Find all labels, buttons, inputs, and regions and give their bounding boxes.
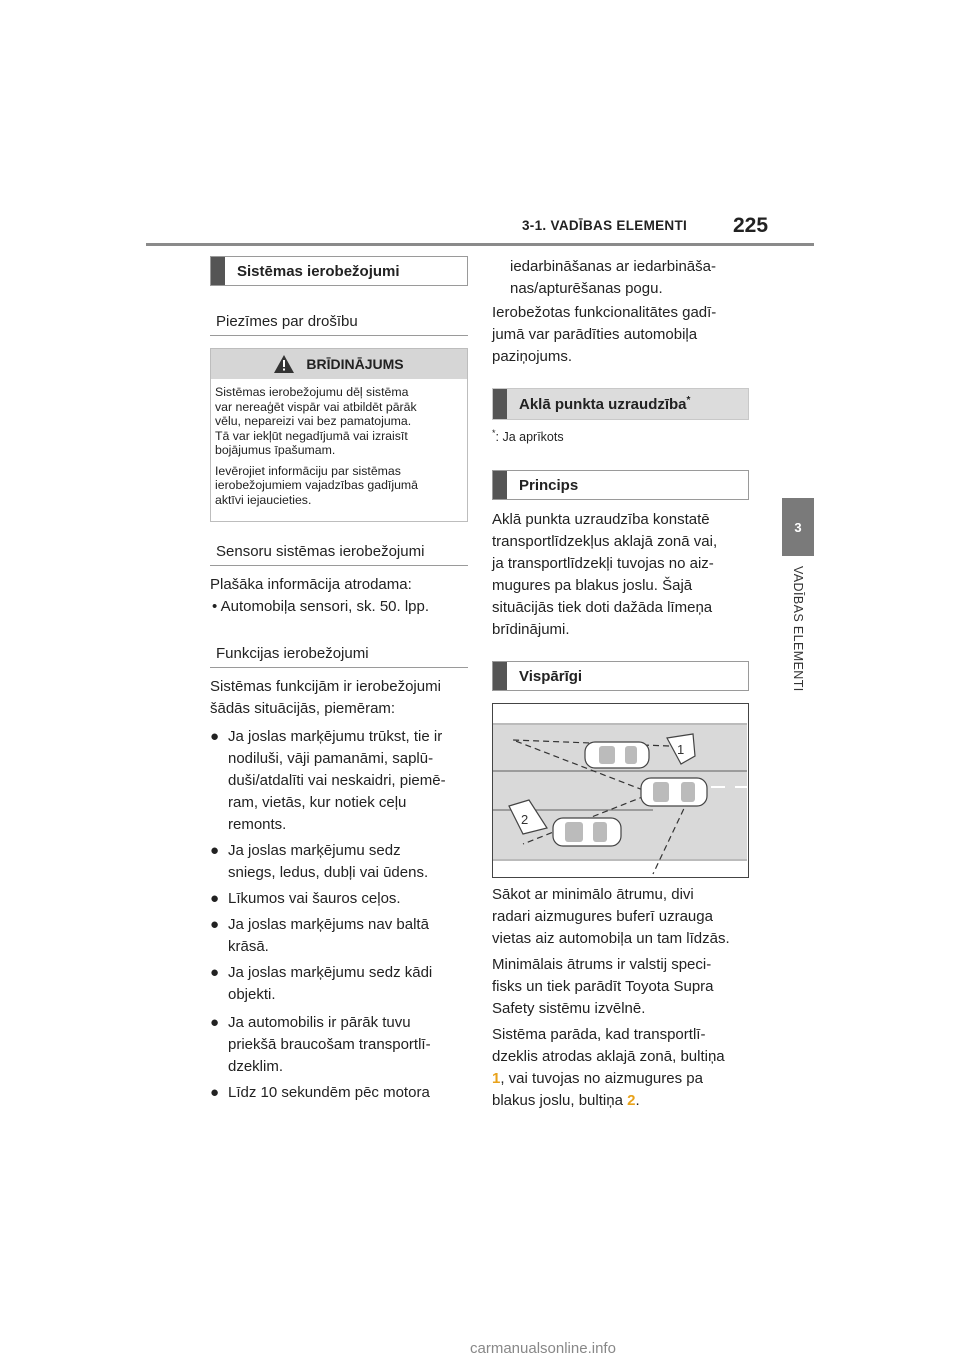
list-item: ● Ja joslas marķējumu trūkst, tie ir nodiluši, vāji pamanāmi, saplū- duši/atdalīti vai neskaidri, piemē- ram, vietās, kur notiek ceļu remonts. — [210, 728, 446, 833]
watermark: carmanualsonline.info — [470, 1340, 616, 1357]
chapter-tab-number: 3 — [782, 498, 814, 556]
arrow-1-ref: 1 — [492, 1070, 501, 1087]
svg-text:2: 2 — [521, 812, 529, 827]
function-limits-heading: Funkcijas ierobežojumi — [210, 638, 468, 668]
list-item: ● Ja joslas marķējumu sedz sniegs, ledus, dubļi vai ūdens. — [210, 842, 429, 881]
road-diagram — [493, 704, 747, 876]
warning-icon — [274, 355, 294, 373]
page-number: 225 — [733, 214, 769, 237]
list-item: ● Ja automobilis ir pārāk tuvu priekšā braucošam transportlī- dzeklim. — [210, 1014, 431, 1075]
speed-text: Sākot ar minimālo ātrumu, divi radari aizmugures buferī uzrauga vietas aiz automobiļa un tam līdzās. — [492, 886, 730, 947]
warning-header: BRĪDINĀJUMS — [211, 349, 467, 379]
principle-heading: Princips — [492, 470, 749, 500]
warning-box — [210, 348, 468, 522]
footnote: *: Ja aprīkots — [492, 428, 564, 445]
continued-text: iedarbināšanas ar iedarbināša- nas/apturēšanas pogu. — [510, 258, 716, 297]
arrow-2-ref: 2 — [627, 1092, 636, 1109]
general-heading: Vispārīgi — [492, 661, 749, 691]
sensor-limits-heading: Sensoru sistēmas ierobežojumi — [210, 536, 468, 566]
list-item: ● Līdz 10 sekundēm pēc motora — [210, 1084, 430, 1101]
heading-bar — [493, 471, 507, 499]
car-icon — [585, 742, 649, 768]
safety-notes-heading: Piezīmes par drošību — [210, 306, 468, 336]
list-item: ● Ja joslas marķējumu sedz kādi objekti. — [210, 964, 433, 1003]
chapter-tab-label: VADĪBAS ELEMENTI — [791, 566, 805, 692]
principle-text: Aklā punkta uzraudzība konstatē transportlīdzekļus aklajā zonā vai, ja transportlīdzekļi tuvojas no aiz- mugures pa blakus joslu. Šajā situācijās tiek doti dažāda līmeņa brīdinājumi. — [492, 511, 718, 638]
section-title: 3-1. VADĪBAS ELEMENTI — [522, 218, 688, 233]
system-text: Sistēma parāda, kad transportlī- dzeklis atrodas aklajā zonā, bultiņa 1, vai tuvojas no aizmugures pa blakus joslu, bultiņa 2. — [492, 1026, 725, 1109]
list-item: ● Līkumos vai šauros ceļos. — [210, 890, 401, 907]
limited-function-text: Ierobežotas funkcionalitātes gadī- jumā var parādīties automobiļa paziņojums. — [492, 304, 717, 365]
min-speed-text: Minimālais ātrums ir valstij speci- fisks un tiek parādīt Toyota Supra Safety sistēmu izvēlnē. — [492, 956, 714, 1017]
blind-spot-illustration — [492, 703, 749, 878]
sys-limits-heading: Sistēmas ierobežojumi — [210, 256, 468, 286]
heading-bar — [493, 662, 507, 690]
svg-text:1: 1 — [677, 742, 685, 757]
more-info-text: Plašāka informācija atrodama: • Automobiļa sensori, sk. 50. lpp. — [210, 574, 470, 618]
heading-bar — [493, 389, 507, 419]
intro-text: Sistēmas funkcijām ir ierobežojumi šādās situācijās, piemēram: — [210, 678, 441, 717]
list-item: ● Ja joslas marķējums nav baltā krāsā. — [210, 916, 429, 955]
blind-spot-heading: Aklā punkta uzraudzība* — [492, 388, 749, 420]
more-info-link[interactable]: • Automobiļa sensori, sk. 50. lpp. — [212, 598, 430, 615]
heading-bar — [211, 257, 225, 285]
car-icon — [553, 818, 621, 846]
car-icon — [641, 778, 707, 806]
warning-text: Sistēmas ierobežojumu dēļ sistēma var nereaģēt vispār vai atbildēt pārāk vēlu, nepareizi vai bez pamatojuma. Tā var iekļūt negadījumā vai izraisīt bojājumus īpašumam. Ievērojiet informāciju par sistēmas ierobežojumiem vajadzības gadījumā aktīvi iejaucieties. — [215, 385, 419, 507]
header-rule — [146, 243, 814, 246]
